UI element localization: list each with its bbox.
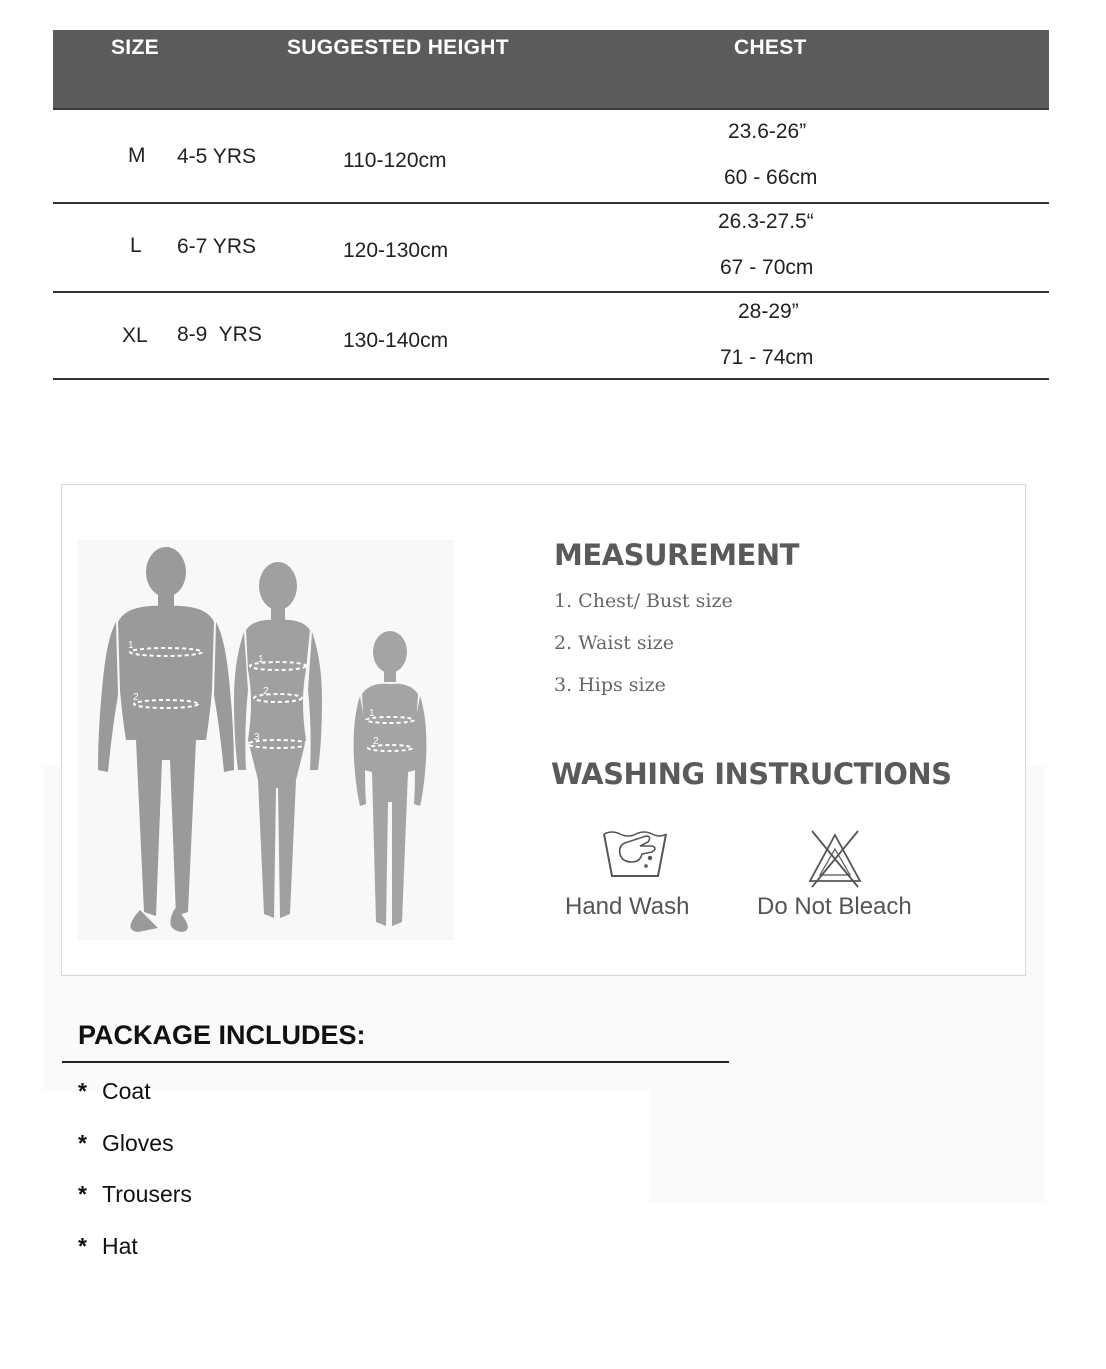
package-title: PACKAGE INCLUDES: <box>78 1020 366 1050</box>
package-divider <box>62 1061 729 1063</box>
row-divider <box>53 291 1049 293</box>
hand-wash-label: Hand Wash <box>565 893 690 920</box>
row-l-chest-in: 26.3-27.5“ <box>718 210 814 233</box>
bullet: * <box>78 1078 87 1104</box>
measurement-item-chest: 1. Chest/ Bust size <box>554 590 733 612</box>
child-mark-waist: 2 <box>373 736 379 747</box>
package-item-trousers: Trousers <box>102 1181 192 1207</box>
size-table-header <box>53 30 1049 110</box>
child-figure <box>354 631 427 926</box>
bullet: * <box>78 1233 87 1259</box>
man-mark-chest: 1 <box>128 640 134 651</box>
do-not-bleach-icon <box>806 829 864 889</box>
row-divider <box>53 202 1049 204</box>
package-item-hat: Hat <box>102 1233 138 1259</box>
row-l-age: 6-7 YRS <box>177 235 256 258</box>
row-m-age: 4-5 YRS <box>177 145 256 168</box>
woman-mark-hips: 3 <box>254 732 260 743</box>
row-m-height: 110-120cm <box>343 149 447 172</box>
bullet: * <box>78 1181 87 1207</box>
row-l-height: 120-130cm <box>343 239 449 262</box>
row-xl-height: 130-140cm <box>343 329 449 352</box>
package-item-coat: Coat <box>102 1078 151 1104</box>
do-not-bleach-label: Do Not Bleach <box>757 893 912 920</box>
row-l-size: L <box>130 234 142 257</box>
bullet: * <box>78 1130 87 1156</box>
row-m-size: M <box>128 144 146 167</box>
package-item-gloves: Gloves <box>102 1130 174 1156</box>
header-size: SIZE <box>111 36 159 59</box>
table-bottom-border <box>53 378 1049 380</box>
child-mark-chest: 1 <box>369 708 375 719</box>
measurement-title: MEASUREMENT <box>554 538 799 572</box>
body-figures-illustration <box>78 540 454 940</box>
measurement-item-waist: 2. Waist size <box>554 632 674 654</box>
washing-title: WASHING INSTRUCTIONS <box>551 757 952 791</box>
row-m-chest-in: 23.6-26” <box>728 120 807 143</box>
package-item <box>78 1181 192 1208</box>
woman-mark-waist: 2 <box>263 686 269 697</box>
man-figure <box>98 547 234 932</box>
row-m-chest-cm: 60 - 66cm <box>724 166 818 189</box>
soft-background-panel <box>650 1090 1044 1202</box>
row-xl-age: 8-9 YRS <box>177 323 262 346</box>
header-suggested-height: SUGGESTED HEIGHT <box>287 36 509 59</box>
row-l-chest-cm: 67 - 70cm <box>720 256 814 279</box>
row-xl-size: XL <box>122 324 148 347</box>
measurement-item-hips: 3. Hips size <box>554 674 666 696</box>
man-mark-waist: 2 <box>133 692 139 703</box>
row-xl-chest-in: 28-29” <box>738 300 799 323</box>
row-xl-chest-cm: 71 - 74cm <box>720 346 814 369</box>
woman-mark-chest: 1 <box>258 654 264 665</box>
package-item <box>78 1233 138 1260</box>
hand-wash-icon <box>602 826 668 882</box>
header-chest: CHEST <box>734 36 807 59</box>
package-item <box>78 1130 174 1157</box>
package-item <box>78 1078 151 1105</box>
